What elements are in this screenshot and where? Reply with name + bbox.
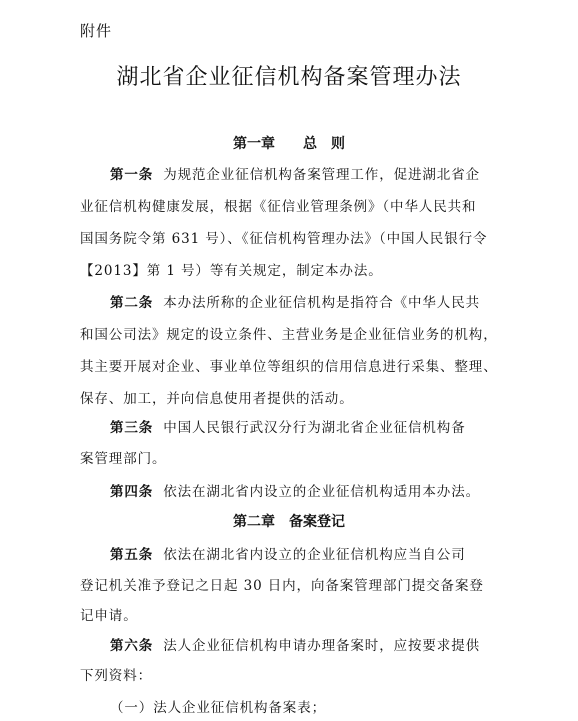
article-3-line-2: 案管理部门。 — [80, 451, 167, 467]
article-2-line-2: 和国公司法》规定的设立条件、主营业务是企业征信业务的机构， — [80, 327, 498, 343]
article-6-line-1 — [110, 634, 480, 654]
article-3-text-1: 中国人民银行武汉分行为湖北省企业征信机构备 — [163, 420, 466, 436]
article-1-label: 第一条 — [110, 167, 154, 183]
article-5-line-2: 登记机关准予登记之日起 30 日内，向备案管理部门提交备案登 — [80, 578, 484, 594]
chapter-2-number: 第二章 — [233, 514, 275, 530]
article-4-label: 第四条 — [110, 484, 154, 500]
article-4-line-1 — [110, 480, 480, 500]
article-2-line-4: 保存、加工，并向信息使用者提供的活动。 — [80, 391, 354, 407]
chapter-2-name: 备案登记 — [289, 514, 345, 530]
attachment-label: 附件 — [80, 22, 113, 40]
article-1-line-1 — [110, 163, 480, 183]
article-6-label: 第六条 — [110, 638, 154, 654]
article-1-text-1: 为规范企业征信机构备案管理工作，促进湖北省企 — [163, 167, 481, 183]
article-5-text-1: 依法在湖北省内设立的企业征信机构应当自公司 — [163, 547, 466, 563]
article-6-line-3: （一）法人企业征信机构备案表； — [110, 700, 326, 716]
chapter-1-heading — [0, 133, 578, 153]
chapter-2-heading — [0, 511, 578, 531]
chapter-1-name: 总 则 — [303, 136, 345, 152]
article-6-line-2: 下列资料： — [80, 668, 152, 684]
article-5-line-1 — [110, 543, 466, 563]
article-2-text-1: 本办法所称的企业征信机构是指符合《中华人民共 — [163, 295, 481, 311]
article-2-line-1 — [110, 291, 480, 311]
article-2-line-3: 其主要开展对企业、事业单位等组织的信用信息进行采集、整理、 — [80, 359, 498, 375]
article-1-line-2: 业征信机构健康发展，根据《征信业管理条例》（中华人民共和 — [80, 199, 477, 215]
article-5-label: 第五条 — [110, 547, 154, 563]
article-3-line-1 — [110, 416, 466, 436]
article-5-line-3: 记申请。 — [80, 608, 138, 624]
article-2-label: 第二条 — [110, 295, 154, 311]
article-4-text-1: 依法在湖北省内设立的企业征信机构适用本办法。 — [163, 484, 481, 500]
article-6-text-1: 法人企业征信机构申请办理备案时，应按要求提供 — [163, 638, 481, 654]
article-1-line-4: 【2013】第 1 号）等有关规定，制定本办法。 — [80, 263, 383, 279]
article-1-line-3: 国国务院令第 631 号）、《征信机构管理办法》（中国人民银行令 — [80, 231, 488, 247]
chapter-1-number: 第一章 — [233, 136, 275, 152]
article-3-label: 第三条 — [110, 420, 154, 436]
document-title: 湖北省企业征信机构备案管理办法 — [116, 65, 462, 90]
